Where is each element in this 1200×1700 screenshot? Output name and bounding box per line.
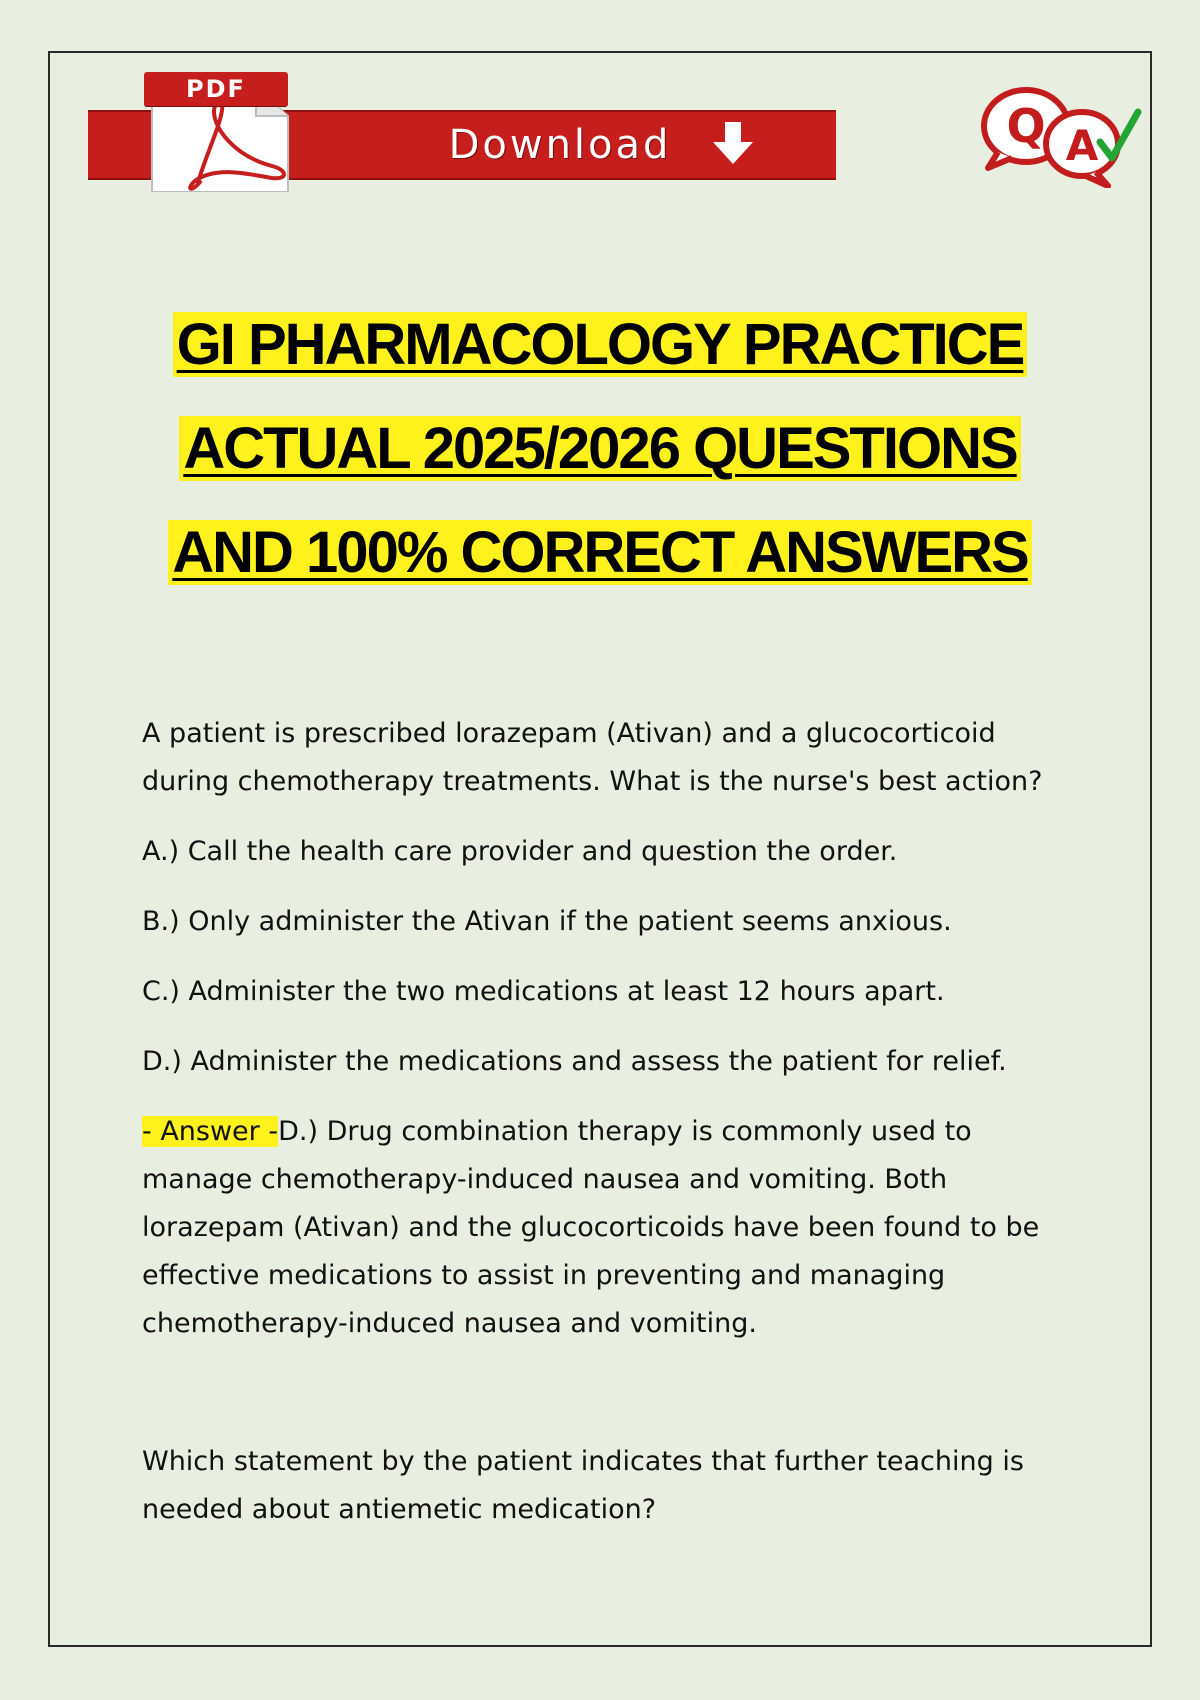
answer-paragraph [142, 1108, 1072, 1348]
title-line-2: ACTUAL 2025/2026 QUESTIONS [179, 416, 1020, 481]
download-arrow-icon [711, 120, 755, 171]
answer-text: D.) Drug combination therapy is commonly used to manage chemotherapy-induced nausea and vomiting. Both lorazepam (Ativan) and the glucocorticoids have been found to be effective medications to assist in preventing and managing chemotherapy-induced nausea and vomiting. [142, 1116, 1040, 1339]
document-title [60, 312, 1140, 624]
title-line-3: AND 100% CORRECT ANSWERS [168, 520, 1031, 585]
question-text: A patient is prescribed lorazepam (Ativan) and a glucocorticoid during chemotherapy treatments. What is the nurse's best action? [142, 718, 1043, 797]
download-banner [88, 64, 836, 190]
option-a: A.) Call the health care provider and question the order. [142, 836, 898, 867]
pdf-file-icon [138, 70, 296, 192]
option-c: C.) Administer the two medications at least 12 hours apart. [142, 976, 945, 1007]
option-b: B.) Only administer the Ativan if the patient seems anxious. [142, 906, 952, 937]
title-line-1: GI PHARMACOLOGY PRACTICE [173, 312, 1028, 377]
download-label: Download [448, 122, 672, 168]
question-text-2: Which statement by the patient indicates that further teaching is needed about antiemetic medication? [142, 1446, 1024, 1525]
answer-label: - Answer - [142, 1116, 279, 1147]
question-block-1 [142, 710, 1072, 1348]
pdf-tag: PDF [144, 72, 288, 106]
qa-check-logo [978, 82, 1144, 188]
option-d: D.) Administer the medications and assess the patient for relief. [142, 1046, 1007, 1077]
download-button[interactable] [368, 110, 836, 180]
svg-text:A: A [1065, 121, 1099, 170]
svg-text:Q: Q [1006, 99, 1046, 153]
